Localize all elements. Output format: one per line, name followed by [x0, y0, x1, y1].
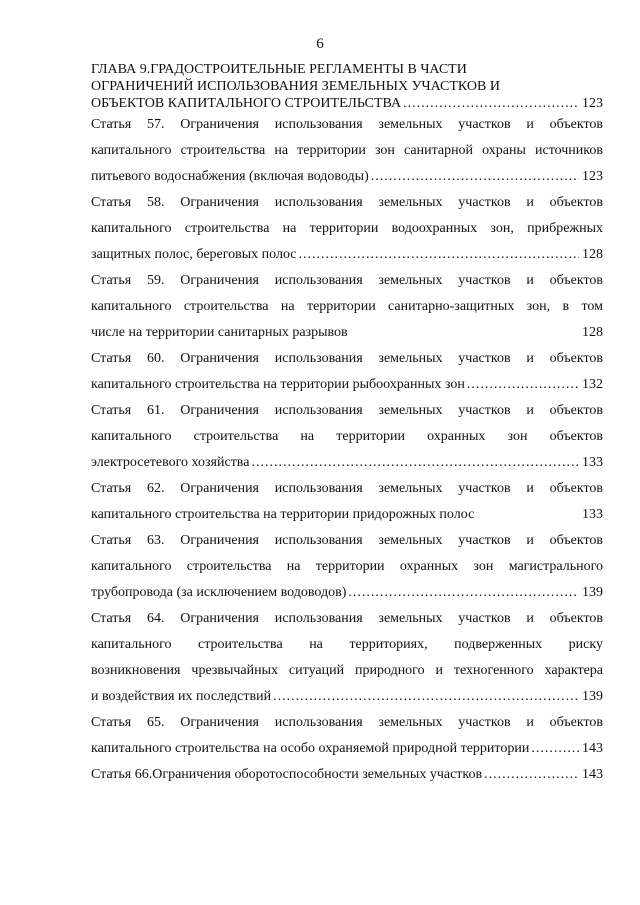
dot-leader: [299, 242, 579, 268]
toc-page-number: 128: [582, 325, 603, 340]
toc-entry-line: возникновения чрезвычайных ситуаций природного и техногенного характера: [91, 663, 603, 678]
toc-entry[interactable]: [91, 268, 603, 346]
toc-entry[interactable]: [91, 606, 603, 710]
page-number: 6: [316, 36, 324, 52]
toc-entry-title-end: электросетевого хозяйства: [91, 455, 250, 470]
toc-entry-title-end: капитального строительства на особо охраняемой природной территории: [91, 741, 530, 756]
toc-entry-last-line: [91, 450, 603, 476]
toc-page-number: 143: [582, 741, 603, 756]
toc-entry-line: капитального строительства на территории охранных зон объектов: [91, 429, 603, 444]
toc-entry-title-end: капитального строительства на территории придорожных полос: [91, 507, 475, 522]
toc-entry-line: капитального строительства на территории зон санитарной охраны источников: [91, 143, 603, 158]
toc-entry-last-line: [91, 164, 603, 190]
toc-entry-line: Статья 64. Ограничения использования земельных участков и объектов: [91, 611, 603, 626]
toc-entry-title-end: Статья 66.Ограничения оборотоспособности земельных участков: [91, 767, 483, 782]
toc-entry-line: Статья 63. Ограничения использования земельных участков и объектов: [91, 533, 603, 548]
toc-chapter-heading: [91, 61, 603, 112]
toc-entry-title-end: числе на территории санитарных разрывов: [91, 325, 348, 340]
toc-page-number: 128: [582, 247, 603, 262]
toc-entry-last-line: [91, 372, 603, 398]
toc-page-number: 132: [582, 377, 603, 392]
toc-entry-title-end: защитных полос, береговых полос: [91, 247, 297, 262]
toc-entry-line: капитального строительства на территории санитарно-защитных зон, в том: [91, 299, 603, 314]
dot-leader: [273, 684, 579, 710]
toc-entry-line: Статья 61. Ограничения использования земельных участков и объектов: [91, 403, 603, 418]
toc-page-number: 143: [582, 767, 603, 782]
toc-entry-title-end: трубопровода (за исключением водоводов): [91, 585, 347, 600]
toc-page-number: 139: [582, 585, 603, 600]
toc-entry-last-line: [91, 242, 603, 268]
toc-entry-last-line: [91, 320, 603, 346]
toc-entry-line: капитального строительства на территории охранных зон магистрального: [91, 559, 603, 574]
toc-page-number: 133: [582, 507, 603, 522]
toc-entry-title-end: и воздействия их последствий: [91, 689, 272, 704]
toc-entry-line: Статья 59. Ограничения использования земельных участков и объектов: [91, 273, 603, 288]
toc-entry-line: Статья 60. Ограничения использования земельных участков и объектов: [91, 351, 603, 366]
chapter-line: ОГРАНИЧЕНИЙ ИСПОЛЬЗОВАНИЯ ЗЕМЕЛЬНЫХ УЧАСТКОВ И: [91, 79, 500, 94]
toc-entry-line: Статья 62. Ограничения использования земельных участков и объектов: [91, 481, 603, 496]
toc-entry-title-end: питьевого водоснабжения (включая водоводы): [91, 169, 369, 184]
toc-entry-line: Статья 57. Ограничения использования земельных участков и объектов: [91, 117, 603, 132]
toc-entry-line: Статья 58. Ограничения использования земельных участков и объектов: [91, 195, 603, 210]
toc-entry-last-line: [91, 736, 603, 762]
chapter-line: ГЛАВА 9.ГРАДОСТРОИТЕЛЬНЫЕ РЕГЛАМЕНТЫ В ЧАСТИ: [91, 62, 467, 77]
toc-entry-last-line: [91, 684, 603, 710]
dot-leader: [251, 450, 579, 476]
toc-entry[interactable]: [91, 710, 603, 762]
toc-entry-line: Статья 65. Ограничения использования земельных участков и объектов: [91, 715, 603, 730]
toc-entry[interactable]: [91, 190, 603, 268]
chapter-last-line[interactable]: [91, 95, 603, 112]
toc-entry-last-line: [91, 580, 603, 606]
toc-entry[interactable]: [91, 112, 603, 190]
toc-entry-title-end: капитального строительства на территории рыбоохранных зон: [91, 377, 465, 392]
dot-leader: [371, 164, 579, 190]
dot-leader: [467, 372, 579, 398]
chapter-title-end: ОБЪЕКТОВ КАПИТАЛЬНОГО СТРОИТЕЛЬСТВА: [91, 96, 402, 111]
table-of-contents: [91, 61, 603, 788]
toc-page-number: 139: [582, 689, 603, 704]
toc-entry-last-line: [91, 502, 603, 528]
toc-entry[interactable]: [91, 346, 603, 398]
toc-page-number: 123: [582, 169, 603, 184]
dot-leader: [531, 736, 579, 762]
toc-entry-line: капитального строительства на территориях, подверженных риску: [91, 637, 603, 652]
dot-leader: [348, 580, 579, 606]
toc-entry[interactable]: [91, 476, 603, 528]
toc-entry-last-line: [91, 762, 603, 788]
toc-entry-line: капитального строительства на территории водоохранных зон, прибрежных: [91, 221, 603, 236]
toc-entry[interactable]: [91, 528, 603, 606]
dot-leader: [484, 762, 579, 788]
toc-page-number: 133: [582, 455, 603, 470]
chapter-page-number: 123: [582, 96, 603, 111]
toc-articles: [91, 112, 603, 788]
dot-leader: [403, 95, 579, 112]
toc-entry[interactable]: [91, 398, 603, 476]
toc-entry[interactable]: [91, 762, 603, 788]
